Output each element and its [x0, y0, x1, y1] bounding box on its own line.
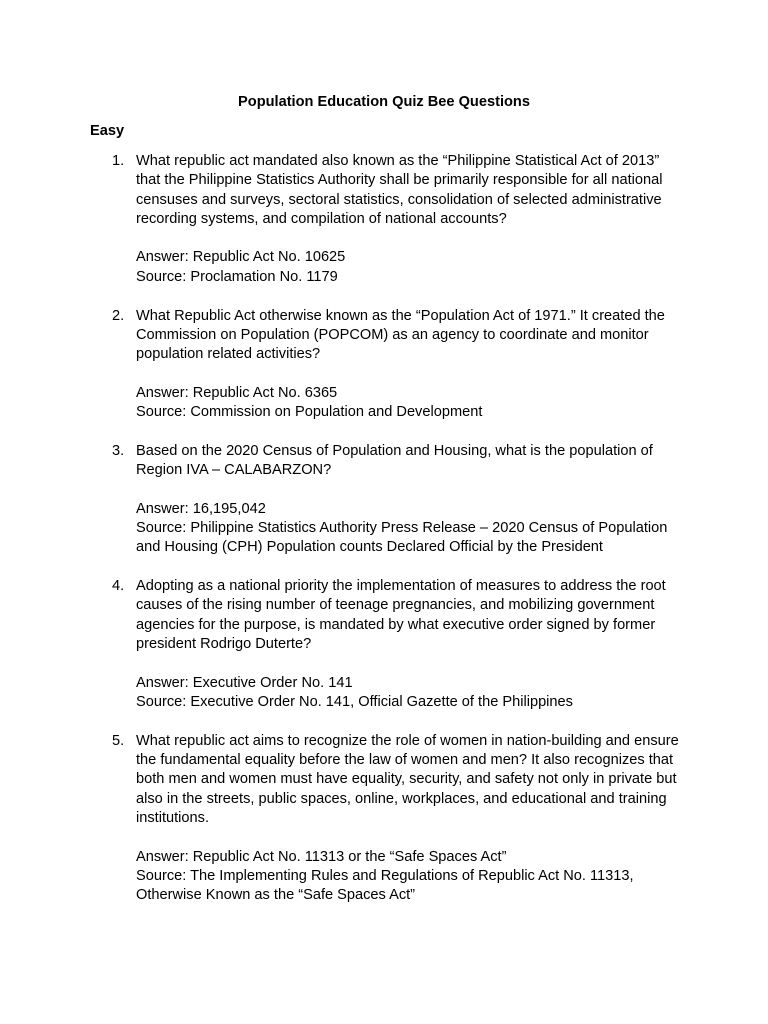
document-title: Population Education Quiz Bee Questions: [238, 94, 530, 110]
question-source: Source: Executive Order No. 141, Official Gazette of the Philippines: [136, 693, 573, 710]
question-answer: Answer: Republic Act No. 6365: [136, 384, 338, 401]
question-answer: Answer: 16,195,042: [136, 500, 266, 517]
question-text: What republic act mandated also known as the “Philippine Statistical Act of 2013” that the Philippine Statistics Authority shall be primarily responsible for all national censuses and surveys, sectoral statistics, consolidation of selected administrative recording systems, and compilation of national accounts?: [136, 153, 663, 227]
question-number: 1.: [112, 153, 125, 169]
question-item: [0, 442, 768, 558]
question-text: What Republic Act otherwise known as the “Population Act of 1971.” It created the Commission on Population (POPCOM) as an agency to coordinate and monitor population related activities?: [136, 307, 665, 363]
question-list: [0, 152, 768, 925]
question-item: [0, 577, 768, 712]
question-source: Source: Philippine Statistics Authority Press Release – 2020 Census of Population and Housing (CPH) Population counts Declared Official by the President: [136, 520, 668, 556]
question-text: Based on the 2020 Census of Population and Housing, what is the population of Region IVA – CALABARZON?: [136, 442, 653, 479]
question-item: [0, 732, 768, 906]
question-source: Source: The Implementing Rules and Regulations of Republic Act No. 11313, Otherwise Known as the “Safe Spaces Act”: [136, 867, 634, 904]
question-number: 4.: [112, 578, 125, 595]
question-item: [0, 152, 768, 287]
question-source: Source: Commission on Population and Development: [136, 404, 483, 421]
question-answer: Answer: Executive Order No. 141: [136, 674, 353, 691]
question-item: [0, 307, 768, 423]
section-heading-easy: Easy: [90, 123, 125, 139]
question-source: Source: Proclamation No. 1179: [136, 268, 338, 285]
question-text: Adopting as a national priority the implementation of measures to address the root causes of the rising number of teenage pregnancies, and mobilizing government agencies for the purpose, is mandated by what executive order signed by former president Rodrigo Duterte?: [136, 578, 666, 653]
question-number: 5.: [112, 732, 125, 749]
question-text: What republic act aims to recognize the role of women in nation-building and ensure the fundamental equality before the law of women and men? It also recognizes that both men and women must have equality, security, and safety not only in private but also in the streets, public spaces, online, workplaces, and educational and training institutions.: [136, 732, 679, 826]
question-answer: Answer: Republic Act No. 11313 or the “Safe Spaces Act”: [136, 848, 507, 865]
question-number: 2.: [112, 307, 125, 324]
question-answer: Answer: Republic Act No. 10625: [136, 249, 346, 266]
question-number: 3.: [112, 442, 125, 459]
